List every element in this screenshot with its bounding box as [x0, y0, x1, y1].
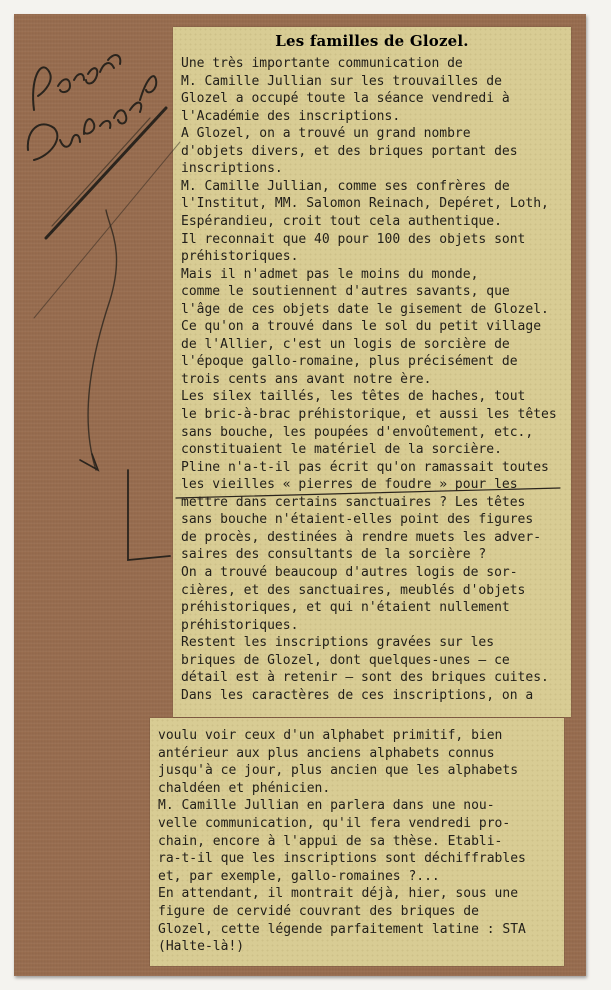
article-line: saires des consultants de la sorcière ?	[181, 547, 487, 563]
article-line: comme le soutiennent d'autres savants, que	[181, 284, 510, 300]
handwritten-name	[28, 55, 156, 160]
pencil-strike-marks	[34, 108, 560, 560]
article-line: ra-t-il que les inscriptions sont déchiffrables	[158, 851, 526, 867]
article-line: Restent les inscriptions gravées sur les	[181, 635, 495, 651]
article-line: Les silex taillés, les têtes de haches, tout	[181, 389, 526, 405]
article-line: trois cents ans avant notre ère.	[181, 371, 432, 387]
article-line: (Halte-là!)	[158, 939, 245, 955]
article-line: A Glozel, on a trouvé un grand nombre	[181, 126, 471, 142]
article-line: l'époque gallo-romaine, plus précisément de	[181, 354, 518, 370]
article-line: inscriptions.	[181, 161, 283, 177]
article-line: Une très importante communication de	[181, 56, 463, 71]
article-line: figure de cervidé couvrant des briques de	[158, 904, 479, 919]
article-line: chain, encore à l'appui de sa thèse. Etabli-	[158, 833, 503, 849]
article-line: Mais il n'admet pas le moins du monde,	[181, 266, 479, 282]
article-line: sans bouche n'étaient-elles point des figures	[181, 512, 534, 528]
article-line: de procès, destinées à rendre muets les adver-	[181, 529, 542, 545]
article-line: et, par exemple, gallo-romaines ?...	[158, 868, 440, 884]
article-line: Glozel, cette légende parfaitement latine : STA	[158, 921, 526, 937]
article-line: mettre dans certains sanctuaires ? Les têtes	[181, 494, 526, 510]
article-line: l'Institut, MM. Salomon Reinach, Depéret, Loth,	[181, 196, 549, 212]
article-line: les vieilles « pierres de foudre » pour les	[181, 477, 518, 493]
article-line: M. Camille Jullian en parlera dans une nou-	[158, 798, 495, 814]
article-line: briques de Glozel, dont quelques-unes — ce	[181, 652, 510, 668]
article-line: préhistoriques.	[181, 249, 299, 265]
article-line: antérieur aux plus anciens alphabets connus	[158, 745, 495, 761]
article-line: de l'Allier, c'est un logis de sorcière de	[181, 336, 510, 352]
article-line: En attendant, il montrait déjà, hier, sous une	[158, 886, 519, 902]
article-line: voulu voir ceux d'un alphabet primitif, bien	[158, 728, 503, 743]
article-line: chaldéen et phénicien.	[158, 780, 331, 796]
article-line: détail est à retenir — sont des briques cuites.	[181, 670, 549, 686]
article-line: l'Académie des inscriptions.	[181, 108, 401, 124]
article-line: constituaient le matériel de la sorcière.	[181, 442, 502, 458]
article-line: d'objets divers, et des briques portant des	[181, 143, 518, 159]
article-line: Ce qu'on a trouvé dans le sol du petit village	[181, 319, 542, 335]
article-line: sans bouche, les poupées d'envoûtement, etc.,	[181, 424, 534, 440]
article-line: préhistoriques.	[181, 617, 299, 633]
article-line: Glozel a occupé toute la séance vendredi à	[181, 91, 510, 107]
article-line: On a trouvé beaucoup d'autres logis de sor-	[181, 564, 518, 580]
article-line: cières, et des sanctuaires, meublés d'objets	[181, 582, 526, 598]
article-line: Espérandieu, croit tout cela authentique.	[181, 213, 502, 229]
article-line: velle communication, qu'il fera vendredi pro-	[158, 816, 511, 831]
article-line: Il reconnait que 40 pour 100 des objets sont	[181, 231, 526, 247]
article-line: Dans les caractères de ces inscriptions, on a	[181, 687, 534, 703]
article-headline: Les familles de Glozel.	[275, 32, 469, 50]
article-line: jusqu'à ce jour, plus ancien que les alphabets	[158, 763, 519, 779]
article-line: préhistoriques, et qui n'étaient nullement	[181, 600, 510, 616]
article-line: Pline n'a-t-il pas écrit qu'on ramassait toutes	[181, 459, 549, 475]
article-line: M. Camille Jullian sur les trouvailles de	[181, 73, 502, 89]
article-line: le bric-à-brac préhistorique, et aussi les têtes	[181, 407, 557, 422]
article-line: l'âge de ces objets date le gisement de Glozel.	[181, 301, 549, 317]
article-line: M. Camille Jullian, comme ses confrères de	[181, 178, 510, 194]
